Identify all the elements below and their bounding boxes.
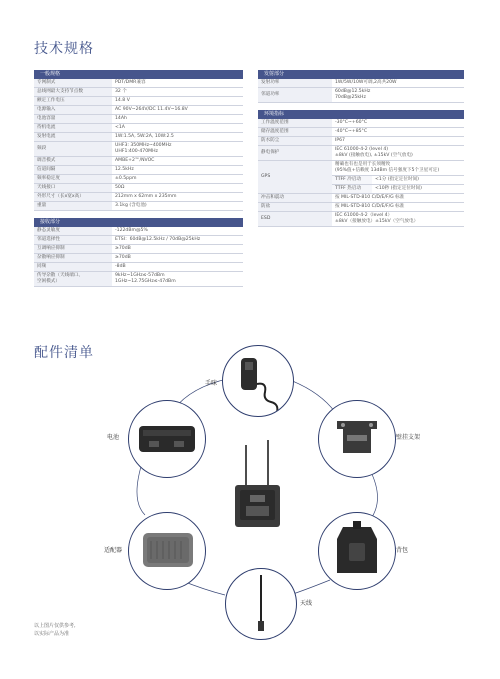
spec-key: 传导杂散（天线端口、 空闲模式） xyxy=(34,272,112,287)
gps-hot-label: TTFF 热启动 xyxy=(332,185,372,194)
gps-desc: 精确也有也是用于长须精致 (95%值+信赖度 13dBm 信号强度下5个卫星可定) xyxy=(332,161,464,176)
spec-key: 防盐 xyxy=(258,203,332,212)
spec-value: -122dBm@5% xyxy=(112,227,243,236)
spec-value: PDT/DMR兼容 xyxy=(112,79,243,88)
spec-row xyxy=(34,236,243,245)
right-spec-column xyxy=(258,70,464,227)
radio-device-illustration xyxy=(230,440,285,535)
spec-row xyxy=(34,193,243,202)
spec-key: 调音模式 xyxy=(34,157,112,166)
spec-value: 按 MIL-STD-810 C/D/E/F/G 标准 xyxy=(332,203,464,212)
spec-row xyxy=(34,175,243,184)
spec-row xyxy=(258,137,464,146)
spec-key: 待机电流 xyxy=(34,124,112,133)
spec-row xyxy=(34,88,243,97)
spec-table xyxy=(258,79,464,103)
backpack-label: 背包 xyxy=(396,547,409,554)
spec-table xyxy=(34,227,243,287)
spec-key: 电源输入 xyxy=(34,106,112,115)
spec-row xyxy=(258,146,464,161)
spec-row xyxy=(258,119,464,128)
spec-key: 重量 xyxy=(34,202,112,211)
spec-key: 信道间隔 xyxy=(34,166,112,175)
spec-value: 212mm x 62mm x 235mm xyxy=(112,193,243,202)
spec-row xyxy=(34,166,243,175)
spec-row xyxy=(34,272,243,287)
spec-key: 总线网最大支持节点数 xyxy=(34,88,112,97)
spec-key: 静电保护 xyxy=(258,146,332,161)
antenna-icon xyxy=(226,569,296,639)
spec-value: 60dB@12.5kHz 70dB@25kHz xyxy=(332,88,464,103)
accessories-title: 配件清单 xyxy=(34,345,94,361)
spec-value: -30°C~+60°C xyxy=(332,119,464,128)
spec-key: 发射功率 xyxy=(258,79,332,88)
spec-value: 1W/5W/10W可调,2高共20W xyxy=(332,79,464,88)
spec-value: <1A xyxy=(112,124,243,133)
spec-value: 12.5kHz xyxy=(112,166,243,175)
spec-key: 冲击和震动 xyxy=(258,194,332,203)
battery-icon xyxy=(129,401,205,477)
backpack-icon xyxy=(319,513,395,589)
wall-bracket-icon xyxy=(319,401,395,477)
spec-table xyxy=(258,119,464,161)
spec-key: 工作温度范围 xyxy=(258,119,332,128)
spec-key: 互调响应抑制 xyxy=(34,245,112,254)
antenna-circle xyxy=(225,568,297,640)
spec-value: 3.1kg (含电池) xyxy=(112,202,243,211)
spec-key: 防水防尘 xyxy=(258,137,332,146)
specs-title: 技术规格 xyxy=(34,41,94,57)
spec-value: IEC 61000-4-2 (level 4) ±8kV (接触放电), ±15kV (空气放电) xyxy=(332,146,464,161)
spec-key: 同频 xyxy=(34,263,112,272)
adapter-circle xyxy=(128,512,206,590)
spec-row xyxy=(258,88,464,103)
spec-value: AMBE+2™/NVOC xyxy=(112,157,243,166)
spec-value: -8dB xyxy=(112,263,243,272)
spec-key: 静态灵敏度 xyxy=(34,227,112,236)
spec-key: 电池容量 xyxy=(34,115,112,124)
spec-key: 邻道选择性 xyxy=(34,236,112,245)
spec-value: 50Ω xyxy=(112,184,243,193)
spec-key: 储存温度范围 xyxy=(258,128,332,137)
spec-key: 外形尺寸（长x宽x高） xyxy=(34,193,112,202)
spec-row xyxy=(34,263,243,272)
spec-row xyxy=(34,142,243,157)
left-spec-column xyxy=(34,70,243,287)
spec-key: 天线接口 xyxy=(34,184,112,193)
note-line-1: 以上图片仅供参考, xyxy=(34,623,76,629)
spec-row xyxy=(34,227,243,236)
spec-row xyxy=(34,245,243,254)
battery-label: 电池 xyxy=(107,434,120,441)
spec-row xyxy=(34,106,243,115)
gps-hot-value: <10秒 (指定定位时间) xyxy=(372,185,464,194)
spec-value: AC 90V~264V/DC 11.4V~16.8V xyxy=(112,106,243,115)
spec-key: 专网制式 xyxy=(34,79,112,88)
disclaimer-note xyxy=(34,622,76,638)
spec-row xyxy=(258,128,464,137)
adapter-label: 适配器 xyxy=(104,547,123,554)
spec-value: 14.8 V xyxy=(112,97,243,106)
spec-value: UHF3: 350MHz~400MHz UHF1:400-470MHz xyxy=(112,142,243,157)
spec-row xyxy=(34,202,243,211)
spec-value: ±0.5ppm xyxy=(112,175,243,184)
spec-value: 32 个 xyxy=(112,88,243,97)
spec-key: 发射电流 xyxy=(34,133,112,142)
spec-key: 额定工作电压 xyxy=(34,97,112,106)
gps-cold-value: <1分 (指定定位时间) xyxy=(372,176,464,185)
section-header: 发射部分 xyxy=(258,70,464,79)
spec-row xyxy=(34,184,243,193)
mic-label: 手咪 xyxy=(205,380,218,387)
spec-row xyxy=(258,194,464,203)
mic-circle xyxy=(222,345,294,417)
spec-row xyxy=(34,97,243,106)
spec-value: IP67 xyxy=(332,137,464,146)
gps-table xyxy=(258,161,464,194)
spec-value: 14Ah xyxy=(112,115,243,124)
spec-value: IEC 61000-4-2（level 4） ±8kV（接触放电）±15kV（空气放电） xyxy=(332,212,464,227)
spec-value: 9kHz~1GHz≤-57dBm 1GHz~12.75GHz≤-47dBm xyxy=(112,272,243,287)
section-header: 一般规格 xyxy=(34,70,243,79)
gps-cold-label: TTFF 冷启动 xyxy=(332,176,372,185)
spec-row xyxy=(258,212,464,227)
spec-row xyxy=(34,254,243,263)
spec-value: 1W:1.5A, 5W:2A, 10W:2.5 xyxy=(112,133,243,142)
spec-value: -40°C~+85°C xyxy=(332,128,464,137)
spec-key: ESD xyxy=(258,212,332,227)
bracket-label: 壁挂支架 xyxy=(396,434,421,441)
spec-key: 邻道功率 xyxy=(258,88,332,103)
spec-row xyxy=(34,124,243,133)
spec-row xyxy=(34,133,243,142)
note-line-2: 以实际产品为准 xyxy=(34,631,70,637)
spec-value: 按 MIL-STD-810 C/D/E/F/G 标准 xyxy=(332,194,464,203)
backpack-circle xyxy=(318,512,396,590)
antenna-label: 天线 xyxy=(300,600,313,607)
spec-key: 杂散响应抑制 xyxy=(34,254,112,263)
spec-row xyxy=(34,115,243,124)
spec-row xyxy=(258,79,464,88)
spec-value: ≥70dB xyxy=(112,245,243,254)
spec-key: 频率稳定度 xyxy=(34,175,112,184)
bracket-circle xyxy=(318,400,396,478)
right-tail-table xyxy=(258,194,464,227)
battery-circle xyxy=(128,400,206,478)
gps-key: GPS xyxy=(258,161,332,194)
handheld-mic-icon xyxy=(223,346,293,416)
accessories-diagram xyxy=(0,340,500,640)
power-adapter-icon xyxy=(129,513,205,589)
spec-row xyxy=(34,79,243,88)
spec-value: ETSI：60dB@12.5kHz / 70dB@25kHz xyxy=(112,236,243,245)
spec-row xyxy=(258,203,464,212)
spec-row xyxy=(34,157,243,166)
section-header: 接收部分 xyxy=(34,218,243,227)
section-header: 环境指标 xyxy=(258,110,464,119)
spec-key: 频段 xyxy=(34,142,112,157)
spec-value: ≥70dB xyxy=(112,254,243,263)
spec-table xyxy=(34,79,243,211)
